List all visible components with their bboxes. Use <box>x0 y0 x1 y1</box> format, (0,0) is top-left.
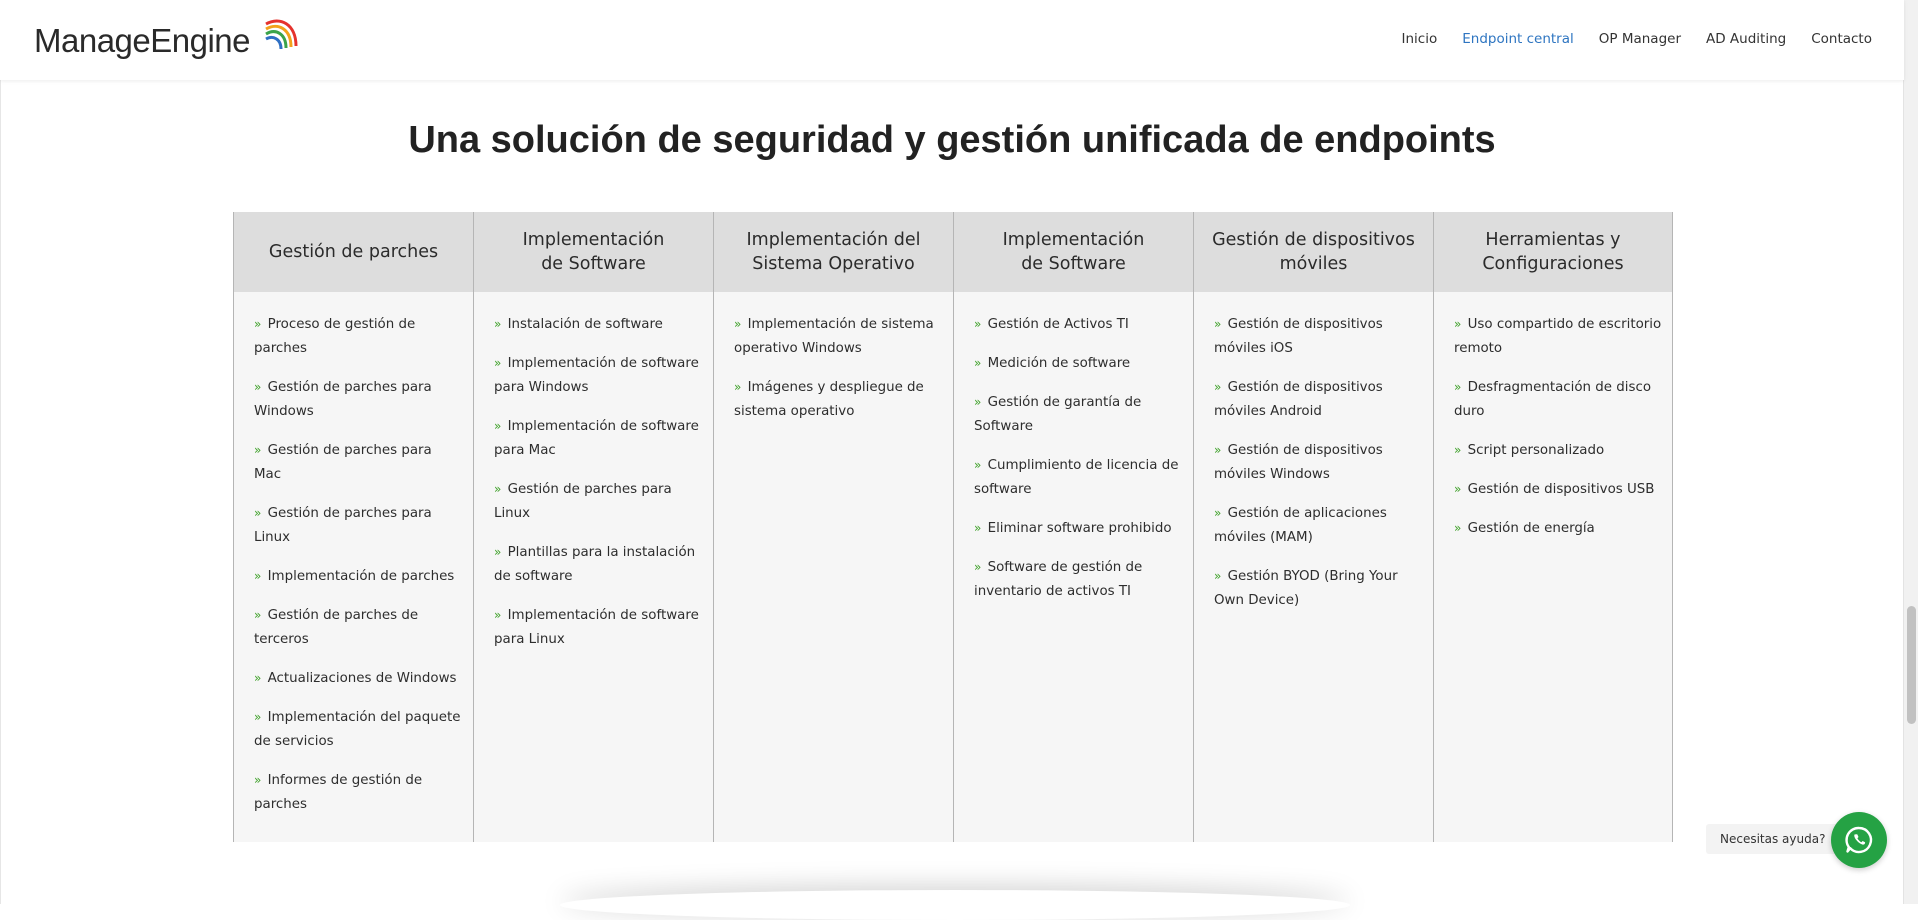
item-label: Gestión de parches para Mac <box>254 443 432 482</box>
chevron-right-icon: » <box>254 569 262 583</box>
chevron-right-icon: » <box>254 710 262 724</box>
item-label: Gestión de energía <box>1467 521 1595 536</box>
features-grid <box>233 212 1673 842</box>
item-label: Gestión de parches para Linux <box>254 506 432 545</box>
chevron-right-icon: » <box>254 608 262 622</box>
list-item[interactable] <box>974 312 1183 337</box>
list-item[interactable] <box>494 540 703 589</box>
item-label: Script personalizado <box>1467 443 1605 458</box>
list-item[interactable] <box>254 705 463 754</box>
item-label: Gestión de garantía de Software <box>974 395 1142 434</box>
chevron-right-icon: » <box>974 458 982 472</box>
item-label: Gestión de aplicaciones móviles (MAM) <box>1214 506 1387 545</box>
item-label: Gestión de Activos TI <box>987 317 1129 332</box>
feature-column-mobile-devices <box>1193 212 1433 842</box>
chevron-right-icon: » <box>1214 506 1222 520</box>
list-item[interactable] <box>1454 312 1662 361</box>
feature-column-software-deployment <box>473 212 713 842</box>
column-heading: Herramientas y Configuraciones <box>1434 212 1672 292</box>
column-heading: Implementación del Sistema Operativo <box>714 212 953 292</box>
nav-ad-auditing[interactable]: AD Auditing <box>1706 31 1787 47</box>
chevron-right-icon: » <box>1454 482 1462 496</box>
feature-column-os-deployment <box>713 212 953 842</box>
chevron-right-icon: » <box>1214 443 1222 457</box>
list-item[interactable] <box>734 312 943 361</box>
chevron-right-icon: » <box>974 521 982 535</box>
logo-text: ManageEngine <box>34 22 251 59</box>
column-heading: Implementación de Software <box>954 212 1193 292</box>
column-list <box>474 292 713 652</box>
whatsapp-icon <box>1844 825 1874 855</box>
item-label: Gestión de parches de terceros <box>254 608 419 647</box>
chevron-right-icon: » <box>734 317 742 331</box>
nav-endpoint-central[interactable]: Endpoint central <box>1462 31 1574 47</box>
chevron-right-icon: » <box>1214 380 1222 394</box>
column-list <box>1194 292 1433 613</box>
item-label: Cumplimiento de licencia de software <box>974 458 1179 497</box>
feature-column-patches <box>233 212 473 842</box>
item-label: Gestión de dispositivos móviles Android <box>1214 380 1383 419</box>
list-item[interactable] <box>494 351 703 400</box>
list-item[interactable] <box>254 438 463 487</box>
list-item[interactable] <box>974 453 1183 502</box>
feature-column-tools <box>1433 212 1673 842</box>
chevron-right-icon: » <box>254 317 262 331</box>
item-label: Uso compartido de escritorio remoto <box>1454 317 1662 356</box>
column-heading: Gestión de dispositivos móviles <box>1194 212 1433 292</box>
whatsapp-button[interactable] <box>1831 812 1887 868</box>
list-item[interactable] <box>254 375 463 424</box>
page-title: Una solución de seguridad y gestión unificada de endpoints <box>408 119 1496 162</box>
chevron-right-icon: » <box>734 380 742 394</box>
chevron-right-icon: » <box>1454 443 1462 457</box>
item-label: Desfragmentación de disco duro <box>1454 380 1652 419</box>
column-list <box>234 292 473 817</box>
item-label: Gestión de parches para Windows <box>254 380 432 419</box>
list-item[interactable] <box>254 312 463 361</box>
chevron-right-icon: » <box>494 608 502 622</box>
chevron-right-icon: » <box>974 560 982 574</box>
item-label: Actualizaciones de Windows <box>267 671 457 686</box>
chevron-right-icon: » <box>1214 317 1222 331</box>
item-label: Software de gestión de inventario de activos TI <box>974 560 1143 599</box>
list-item[interactable] <box>254 564 463 589</box>
list-item[interactable] <box>254 603 463 652</box>
chevron-right-icon: » <box>1214 569 1222 583</box>
item-label: Gestión de dispositivos móviles Windows <box>1214 443 1383 482</box>
item-label: Implementación de software para Linux <box>494 608 699 647</box>
list-item[interactable] <box>974 516 1183 541</box>
page-scrollbar[interactable] <box>1903 0 1918 904</box>
chevron-right-icon: » <box>494 317 502 331</box>
item-label: Eliminar software prohibido <box>987 521 1172 536</box>
list-item[interactable] <box>254 501 463 550</box>
list-item[interactable] <box>1214 438 1423 487</box>
list-item[interactable] <box>494 603 703 652</box>
nav-inicio[interactable]: Inicio <box>1401 31 1438 47</box>
column-list <box>714 292 953 424</box>
list-item[interactable] <box>1454 516 1662 541</box>
list-item[interactable] <box>1454 477 1662 502</box>
item-label: Gestión BYOD (Bring Your Own Device) <box>1214 569 1398 608</box>
item-label: Plantillas para la instalación de software <box>494 545 696 584</box>
logo-arc-icon <box>262 16 302 58</box>
item-label: Informes de gestión de parches <box>254 773 423 812</box>
chevron-right-icon: » <box>1454 521 1462 535</box>
item-label: Gestión de parches para Linux <box>494 482 672 521</box>
feature-column-asset-management <box>953 212 1193 842</box>
column-list <box>1434 292 1672 541</box>
next-section-shadow <box>560 890 1350 920</box>
nav-contacto[interactable]: Contacto <box>1811 31 1872 47</box>
list-item[interactable] <box>494 312 703 337</box>
chevron-right-icon: » <box>974 356 982 370</box>
list-item[interactable] <box>494 477 703 526</box>
help-bubble[interactable]: Necesitas ayuda? <box>1706 824 1839 854</box>
chevron-right-icon: » <box>494 419 502 433</box>
list-item[interactable] <box>1214 564 1423 613</box>
site-header <box>0 0 1904 80</box>
chevron-right-icon: » <box>974 395 982 409</box>
main-nav <box>1377 31 1873 47</box>
list-item[interactable] <box>974 351 1183 376</box>
column-list <box>954 292 1193 604</box>
chevron-right-icon: » <box>494 545 502 559</box>
chevron-right-icon: » <box>254 506 262 520</box>
list-item[interactable] <box>974 390 1183 439</box>
list-item[interactable] <box>254 768 463 817</box>
chevron-right-icon: » <box>254 380 262 394</box>
list-item[interactable] <box>734 375 943 424</box>
item-label: Instalación de software <box>507 317 663 332</box>
scrollbar-thumb[interactable] <box>1907 606 1916 724</box>
list-item[interactable] <box>1454 375 1662 424</box>
chevron-right-icon: » <box>254 443 262 457</box>
item-label: Implementación de parches <box>267 569 455 584</box>
item-label: Implementación de software para Windows <box>494 356 699 395</box>
item-label: Proceso de gestión de parches <box>254 317 416 356</box>
list-item[interactable] <box>1214 375 1423 424</box>
column-heading: Implementación de Software <box>474 212 713 292</box>
item-label: Medición de software <box>987 356 1131 371</box>
chevron-right-icon: » <box>974 317 982 331</box>
item-label: Gestión de dispositivos móviles iOS <box>1214 317 1383 356</box>
item-label: Imágenes y despliegue de sistema operativo <box>734 380 924 419</box>
chevron-right-icon: » <box>494 482 502 496</box>
chevron-right-icon: » <box>254 773 262 787</box>
column-heading: Gestión de parches <box>234 212 473 292</box>
chevron-right-icon: » <box>1454 317 1462 331</box>
item-label: Implementación del paquete de servicios <box>254 710 461 749</box>
item-label: Implementación de software para Mac <box>494 419 699 458</box>
item-label: Gestión de dispositivos USB <box>1467 482 1655 497</box>
chevron-right-icon: » <box>254 671 262 685</box>
chevron-right-icon: » <box>494 356 502 370</box>
list-item[interactable] <box>974 555 1183 604</box>
list-item[interactable] <box>254 666 463 691</box>
list-item[interactable] <box>1454 438 1662 463</box>
list-item[interactable] <box>494 414 703 463</box>
nav-op-manager[interactable]: OP Manager <box>1598 31 1681 47</box>
chevron-right-icon: » <box>1454 380 1462 394</box>
list-item[interactable] <box>1214 312 1423 361</box>
list-item[interactable] <box>1214 501 1423 550</box>
item-label: Implementación de sistema operativo Windows <box>734 317 934 356</box>
